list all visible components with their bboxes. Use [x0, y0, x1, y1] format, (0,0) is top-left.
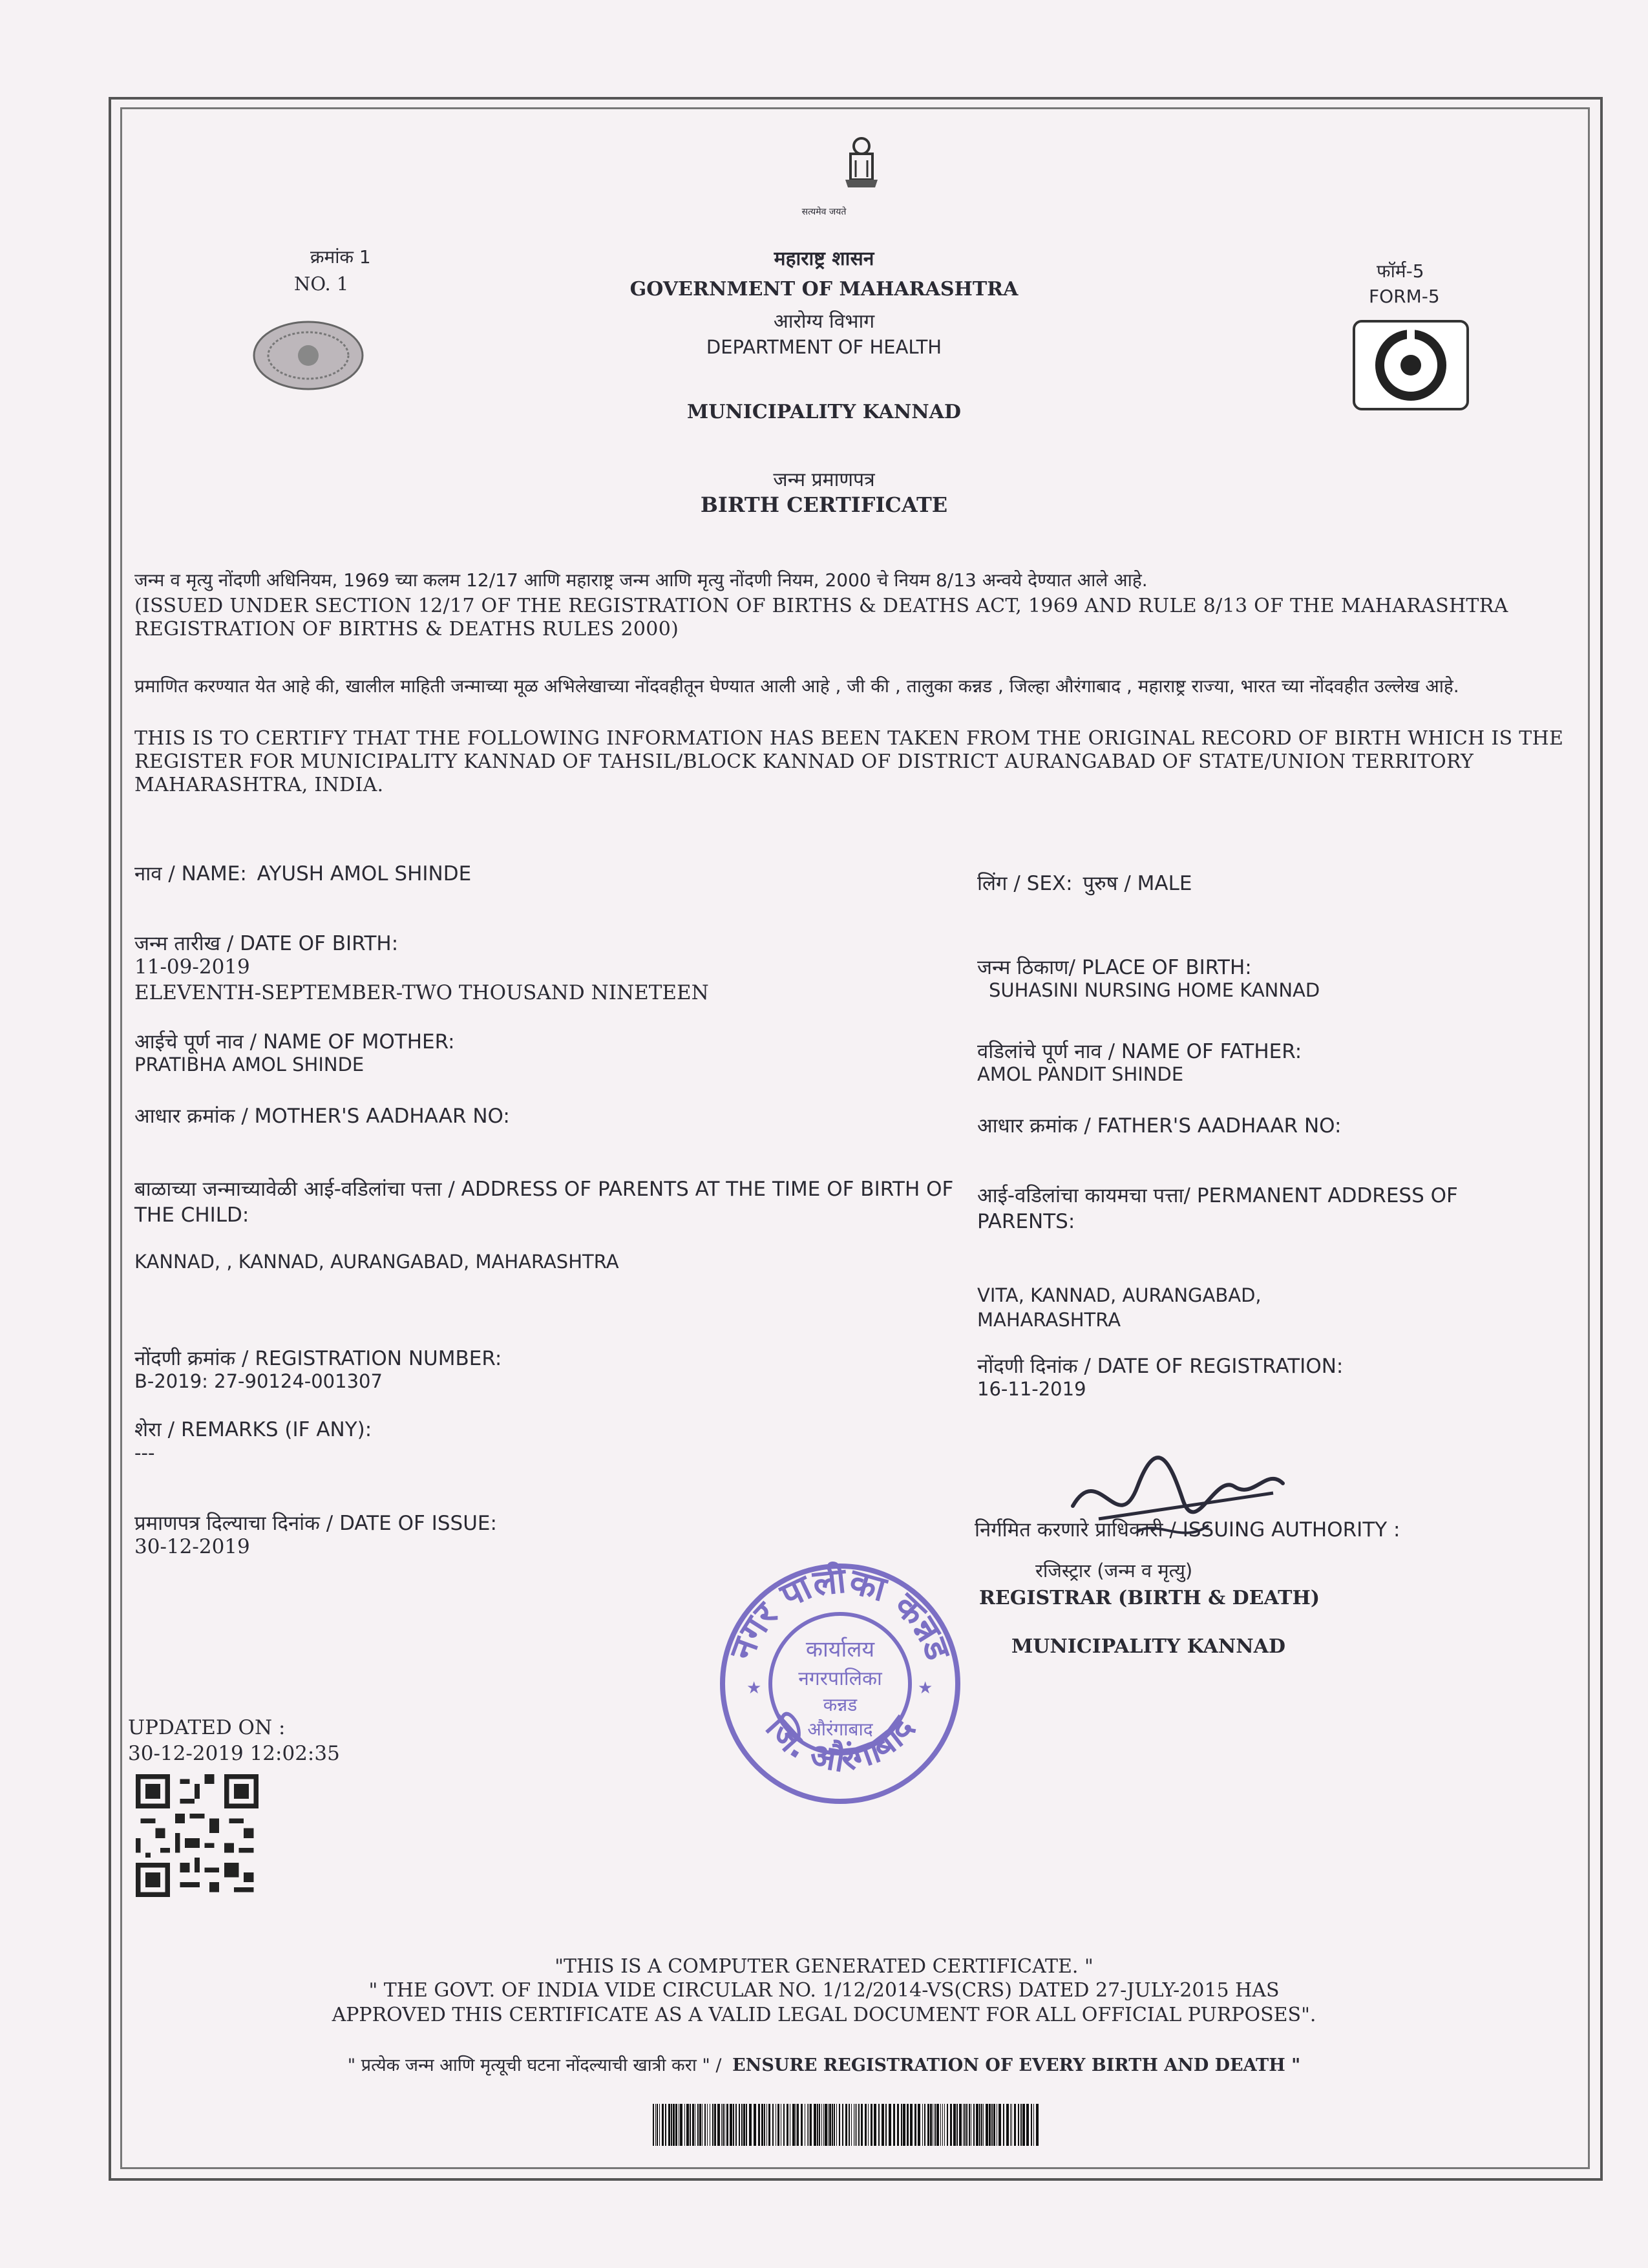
stamp-star-left-icon: ★	[746, 1679, 762, 1698]
name-row	[134, 860, 471, 887]
govt-title: GOVERNMENT OF MAHARASHTRA	[629, 278, 1019, 301]
national-emblem-icon	[832, 134, 891, 206]
certify-text: THIS IS TO CERTIFY THAT THE FOLLOWING INFORMATION HAS BEEN TAKEN FROM THE ORIGINAL RECORD OF BIRTH WHICH IS THE REGISTER FOR MUNICIPALITY KANNAD OF TAHSIL/BLOCK KANNAD OF DISTRICT AURANGABAD OF STATE/UNION TERRITORY MAHARASHTRA, INDIA.	[134, 727, 1564, 796]
name-value: AYUSH AMOL SHINDE	[257, 862, 472, 885]
issued-under: (ISSUED UNDER SECTION 12/17 OF THE REGISTRATION OF BIRTHS & DEATHS ACT, 1969 AND RULE 8/13 OF THE MAHARASHTRA REGISTRATION OF BIRTHS & DEATHS RULES 2000)	[134, 595, 1508, 641]
certificate-title: BIRTH CERTIFICATE	[700, 493, 948, 517]
sex-label: लिंग / SEX:	[977, 872, 1073, 895]
stamp-star-right-icon: ★	[918, 1679, 933, 1698]
mother-label: आईचे पूर्ण नाव / NAME OF MOTHER:	[134, 1030, 455, 1054]
serial-number-mr: क्रमांक 1	[310, 246, 371, 268]
updated-value: 30-12-2019 12:02:35	[128, 1742, 340, 1765]
emblem-motto: सत्यमेव जयते	[801, 207, 847, 217]
registrar-title-mr: रजिस्ट्रार (जन्म व मृत्यु)	[1035, 1560, 1193, 1582]
father-label: वडिलांचे पूर्ण नाव / NAME OF FATHER:	[977, 1040, 1302, 1063]
footer-slogan-mr: " प्रत्येक जन्म आणि मृत्यूची घटना नोंदल्याची खात्री करा " /	[347, 2055, 722, 2075]
certificate-title-mr: जन्म प्रमाणपत्र	[773, 469, 875, 491]
reg-no-label: नोंदणी क्रमांक / REGISTRATION NUMBER:	[134, 1347, 502, 1370]
registrar-title: REGISTRAR (BIRTH & DEATH)	[979, 1587, 1320, 1609]
issue-date-label: प्रमाणपत्र दिल्याचा दिनांक / DATE OF ISSUE:	[134, 1512, 497, 1535]
reg-date-label: नोंदणी दिनांक / DATE OF REGISTRATION:	[977, 1355, 1344, 1378]
dob-label: जन्म तारीख / DATE OF BIRTH:	[134, 932, 399, 955]
remarks-value: ---	[134, 1441, 155, 1465]
pob-label: जन्म ठिकाण/ PLACE OF BIRTH:	[977, 956, 1252, 979]
remarks-label: शेरा / REMARKS (IF ANY):	[134, 1418, 372, 1441]
footer-line-3: APPROVED THIS CERTIFICATE AS A VALID LEGAL DOCUMENT FOR ALL OFFICIAL PURPOSES".	[332, 2004, 1316, 2026]
pob-value: SUHASINI NURSING HOME KANNAD	[989, 979, 1320, 1001]
sex-row	[977, 869, 1192, 896]
address-birth-label: बाळाच्या जन्माच्यावेळी आई-वडिलांचा पत्ता / ADDRESS OF PARENTS AT THE TIME OF BIRTH OF THE CHILD:	[134, 1178, 954, 1227]
issued-under-mr: जन्म व मृत्यु नोंदणी अधिनियम, 1969 च्या कलम 12/17 आणि महाराष्ट्र जन्म आणि मृत्यु नोंदणी नियम, 2000 चे नियम 8/13 अन्वये देण्यात आले आहे.	[134, 569, 1148, 591]
footer-line-1: "THIS IS A COMPUTER GENERATED CERTIFICATE. "	[555, 1955, 1093, 1978]
mother-aadhaar-label: आधार क्रमांक / MOTHER'S AADHAAR NO:	[134, 1105, 510, 1128]
qr-code-icon	[136, 1774, 259, 1897]
reg-date-value: 16-11-2019	[977, 1378, 1086, 1400]
footer-slogan	[0, 2052, 1648, 2076]
issue-date-value: 30-12-2019	[134, 1535, 250, 1558]
health-department-logo-icon	[1353, 320, 1469, 410]
footer-line-2: " THE GOVT. OF INDIA VIDE CIRCULAR NO. 1/12/2014-VS(CRS) DATED 27-JULY-2015 HAS	[368, 1979, 1280, 2002]
updated-label: UPDATED ON :	[128, 1716, 286, 1739]
form-number: FORM-5	[1369, 286, 1440, 307]
footer-slogan-en: ENSURE REGISTRATION OF EVERY BIRTH AND DEATH "	[732, 2055, 1301, 2075]
serial-number: NO. 1	[294, 273, 349, 295]
stamp-bottom-text: जि. औरंगाबाद	[757, 1708, 922, 1780]
father-aadhaar-label: आधार क्रमांक / FATHER'S AADHAAR NO:	[977, 1114, 1342, 1138]
address-birth-value: KANNAD, , KANNAD, AURANGABAD, MAHARASHTRA	[134, 1251, 619, 1273]
stamp-line-1: कार्यालय	[805, 1637, 875, 1662]
name-label: नाव / NAME:	[134, 862, 247, 885]
address-perm-label: आई-वडिलांचा कायमचा पत्ता/ PERMANENT ADDRESS OF PARENTS:	[977, 1184, 1458, 1233]
sex-value: पुरुष / MALE	[1083, 872, 1192, 895]
office-stamp	[711, 1554, 969, 1813]
dob-value: 11-09-2019	[134, 955, 250, 979]
registrar-municipality: MUNICIPALITY KANNAD	[1011, 1635, 1285, 1658]
father-value: AMOL PANDIT SHINDE	[977, 1063, 1184, 1085]
registrar-signature	[1060, 1448, 1293, 1577]
form-number-mr: फॉर्म-5	[1377, 260, 1424, 282]
govt-title-mr: महाराष्ट्र शासन	[774, 248, 874, 270]
mother-value: PRATIBHA AMOL SHINDE	[134, 1054, 364, 1076]
stamp-line-3: कन्नड	[823, 1694, 858, 1715]
dob-words: ELEVENTH-SEPTEMBER-TWO THOUSAND NINETEEN	[134, 981, 709, 1004]
stamp-line-4: औरंगाबाद	[807, 1719, 873, 1740]
dept-title-mr: आरोग्य विभाग	[773, 310, 875, 333]
stamp-ring-text: नगर पालीका कन्नड	[721, 1560, 959, 1665]
issuing-authority-label: निर्गमित करणारे प्राधिकारी / ISSUING AUTHORITY :	[975, 1518, 1400, 1542]
reg-no-value: B-2019: 27-90124-001307	[134, 1370, 383, 1392]
stamp-line-2: नगरपालिका	[798, 1668, 882, 1690]
barcode-icon	[653, 2104, 1041, 2146]
dept-title: DEPARTMENT OF HEALTH	[706, 336, 942, 358]
municipality-title: MUNICIPALITY KANNAD	[687, 401, 961, 423]
certify-text-mr: प्रमाणित करण्यात येत आहे की, खालील माहिती जन्माच्या मूळ अभिलेखाच्या नोंदवहीतून घेण्यात आली आहे , जी की , तालुका कन्नड , जिल्हा औरंगाबाद , महाराष्ट्र राज्या, भारत च्या नोंदवहीत उल्लेख आहे.	[134, 675, 1459, 697]
address-perm-value: VITA, KANNAD, AURANGABAD, MAHARASHTRA	[977, 1284, 1262, 1331]
